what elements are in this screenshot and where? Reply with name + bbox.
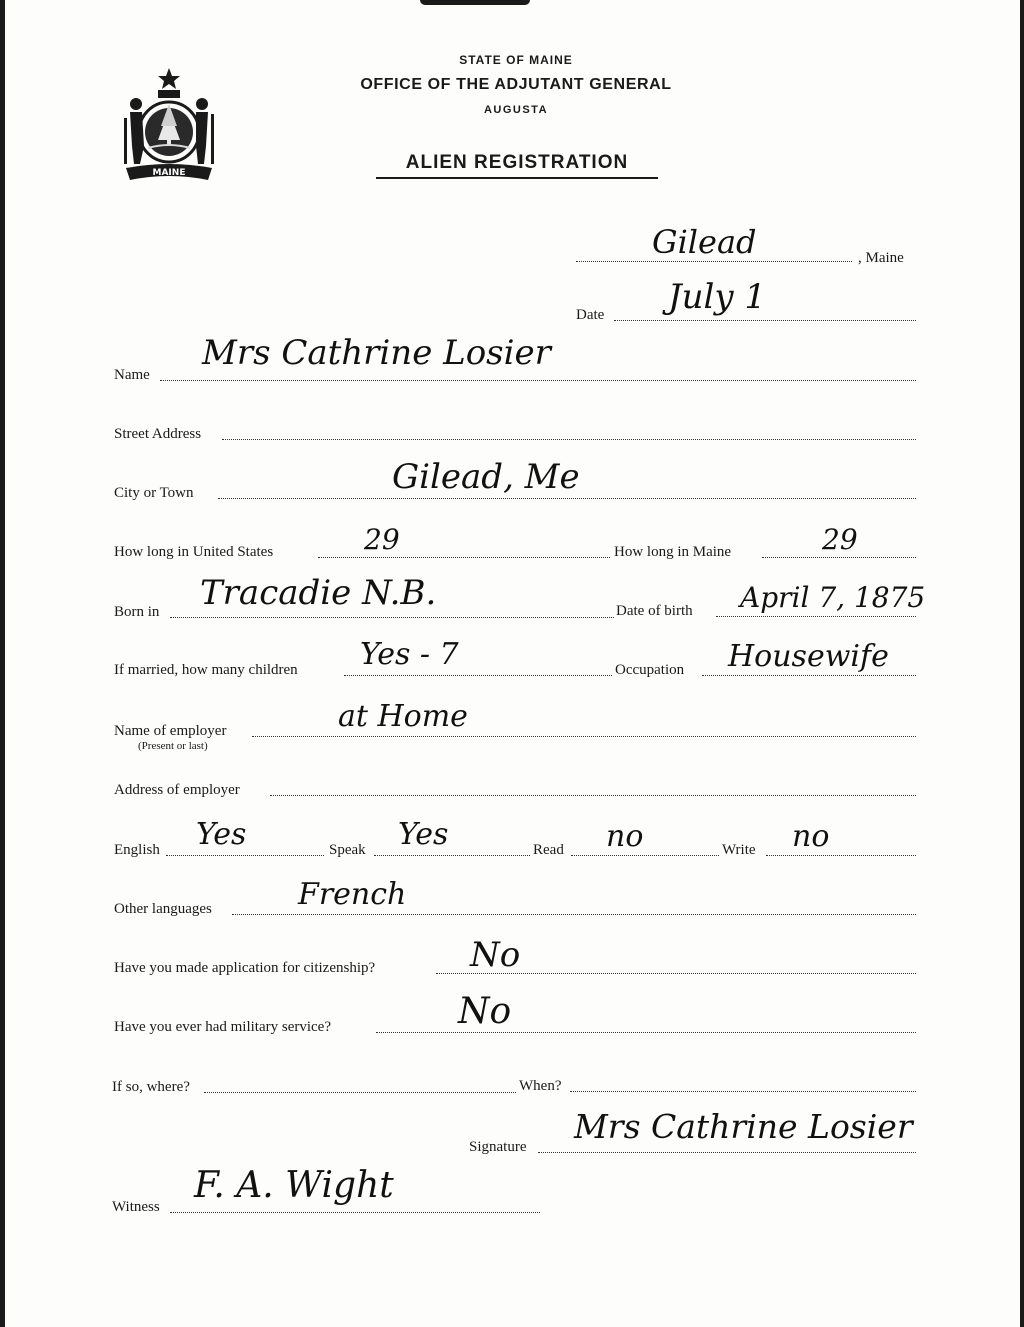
speak-entry: Yes (398, 817, 449, 852)
seal-banner-text: MAINE (152, 168, 186, 178)
date-label: Date (576, 307, 605, 323)
write-entry: no (792, 819, 830, 854)
citizenship-entry: No (470, 935, 521, 975)
witness-label: Witness (112, 1199, 160, 1215)
write-label: Write (722, 842, 756, 858)
speak-label: Speak (329, 842, 366, 858)
write-line (766, 855, 916, 856)
dob-entry: April 7, 1875 (740, 581, 926, 614)
employer-label: Name of employer (114, 723, 227, 739)
dob-line (716, 616, 916, 617)
where-line (204, 1092, 516, 1093)
header-city: AUGUSTA (483, 104, 549, 116)
born-line (170, 617, 614, 618)
name-entry: Mrs Cathrine Losier (202, 333, 551, 373)
signature-line (538, 1152, 916, 1153)
when-label: When? (519, 1078, 562, 1094)
military-entry: No (458, 991, 512, 1032)
military-label: Have you ever had military service? (114, 1019, 331, 1035)
employer-line (252, 736, 916, 737)
occupation-entry: Housewife (728, 639, 889, 674)
employer-entry: at Home (338, 699, 468, 734)
form-title: ALIEN REGISTRATION (376, 152, 658, 179)
header-state: STATE OF MAINE (459, 53, 573, 67)
maine-label: , Maine (858, 250, 904, 266)
married-line (344, 675, 612, 676)
occupation-line (702, 675, 916, 676)
speak-line (374, 855, 530, 856)
date-line (614, 320, 916, 321)
english-label: English (114, 842, 160, 858)
born-label: Born in (114, 604, 160, 620)
married-entry: Yes - 7 (360, 637, 459, 672)
witness-line (170, 1212, 540, 1213)
street-line (222, 439, 916, 440)
long-maine-label: How long in Maine (614, 544, 732, 560)
scan-edge-right (1020, 0, 1024, 1327)
dob-label: Date of birth (616, 603, 693, 619)
city-entry: Gilead, Me (392, 457, 580, 497)
long-us-label: How long in United States (114, 544, 274, 560)
other-languages-entry: French (298, 877, 407, 912)
read-label: Read (533, 842, 564, 858)
town-line (576, 261, 852, 262)
long-maine-entry: 29 (822, 523, 858, 556)
city-line (218, 498, 916, 499)
when-line (570, 1091, 916, 1092)
military-line (376, 1032, 916, 1033)
english-entry: Yes (196, 817, 247, 852)
other-languages-line (232, 914, 916, 915)
where-label: If so, where? (112, 1079, 190, 1095)
read-line (571, 855, 719, 856)
scan-edge-left (0, 0, 5, 1327)
employer-address-label: Address of employer (114, 782, 240, 798)
long-us-entry: 29 (364, 523, 400, 556)
name-line (160, 380, 916, 381)
city-label: City or Town (114, 485, 194, 501)
street-label: Street Address (114, 426, 202, 442)
town-entry: Gilead (652, 223, 757, 261)
scan-edge-top (420, 0, 530, 5)
english-line (166, 855, 324, 856)
long-us-line (318, 557, 610, 558)
witness-entry: F. A. Wight (194, 1165, 394, 1206)
occupation-label: Occupation (615, 662, 685, 678)
born-entry: Tracadie N.B. (200, 573, 437, 613)
married-label: If married, how many children (114, 662, 298, 678)
read-entry: no (606, 819, 644, 854)
signature-entry: Mrs Cathrine Losier (574, 1107, 913, 1146)
signature-label: Signature (469, 1139, 527, 1155)
date-entry: July 1 (668, 277, 767, 317)
other-languages-label: Other languages (114, 901, 212, 917)
citizenship-label: Have you made application for citizenship? (114, 960, 376, 976)
long-maine-line (762, 557, 916, 558)
header-office: OFFICE OF THE ADJUTANT GENERAL (360, 76, 672, 93)
name-label: Name (114, 367, 150, 383)
employer-address-line (270, 795, 916, 796)
employer-sublabel: (Present or last) (138, 740, 208, 752)
